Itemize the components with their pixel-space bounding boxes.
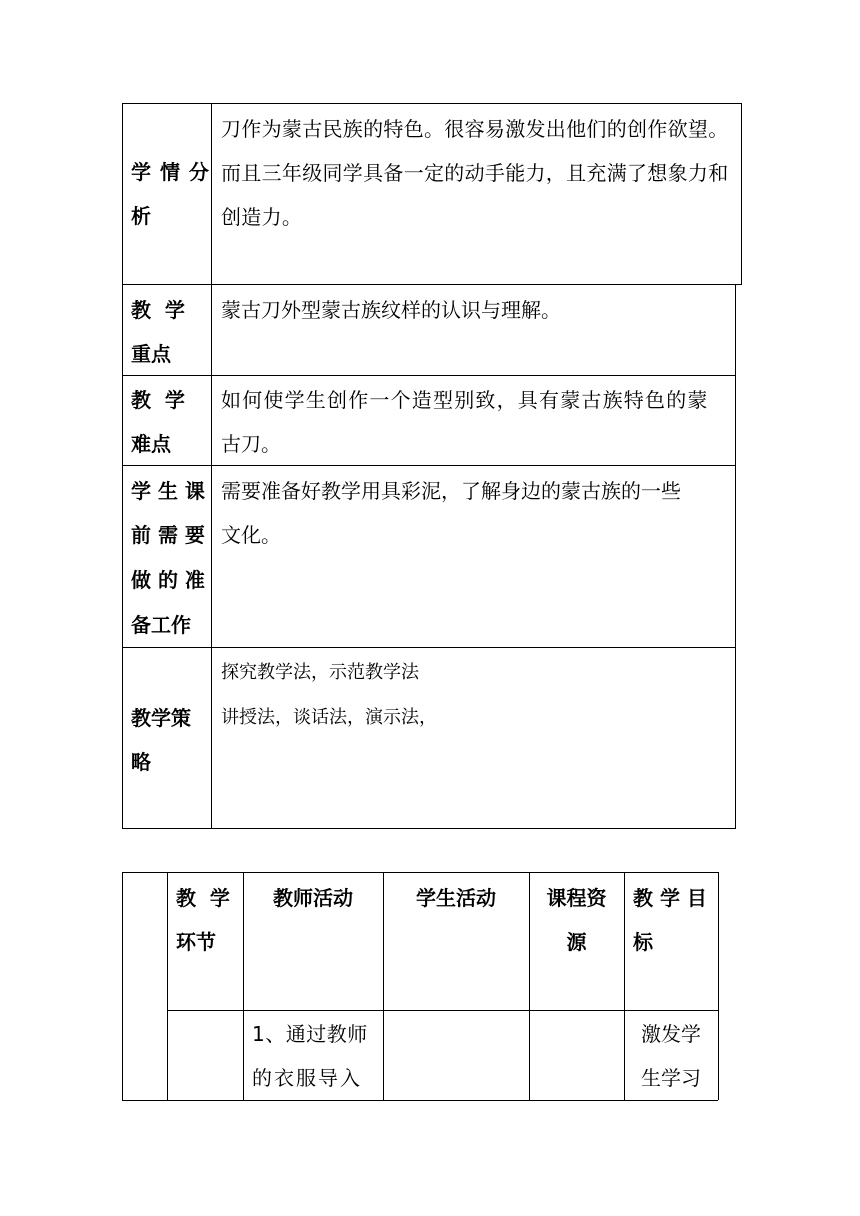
table-border bbox=[122, 872, 718, 873]
table-border bbox=[167, 872, 168, 1100]
table-border bbox=[122, 375, 735, 376]
row-content-preparation-2: 文化。 bbox=[221, 523, 281, 547]
teacher-activity-2: 的衣服导入 bbox=[252, 1066, 362, 1090]
row-label-key-point: 教 学 bbox=[131, 298, 185, 322]
row-content-preparation-1: 需要准备好教学用具彩泥，了解身边的蒙古族的一些 bbox=[221, 479, 681, 503]
table-border bbox=[122, 1100, 718, 1101]
row-label-preparation-3: 做 的 准 bbox=[131, 568, 205, 592]
row-content-strategy-1: 探究教学法，示范教学法 bbox=[221, 662, 419, 683]
row-label-preparation-1: 学 生 课 bbox=[131, 479, 205, 503]
table-border bbox=[167, 1010, 718, 1011]
row-label-situation: 学 情 分 析 bbox=[131, 160, 210, 228]
header-student: 学生活动 bbox=[416, 886, 496, 910]
header-teacher: 教师活动 bbox=[273, 886, 353, 910]
goal-2: 生学习 bbox=[641, 1066, 701, 1090]
row-label-strategy-2: 略 bbox=[131, 750, 151, 774]
table-border bbox=[122, 284, 741, 285]
table-border bbox=[122, 103, 741, 104]
row-label-strategy-1: 教学策 bbox=[131, 706, 191, 730]
row-label-difficulty: 教 学 bbox=[131, 388, 185, 412]
header-resource-2: 源 bbox=[566, 930, 587, 954]
header-stage-1: 教 学 bbox=[176, 886, 230, 910]
table-border bbox=[122, 647, 735, 648]
goal-1: 激发学 bbox=[641, 1022, 701, 1046]
table-border bbox=[211, 103, 212, 829]
row-label-preparation-4: 备工作 bbox=[131, 613, 191, 637]
row-content-situation: 刀作为蒙古民族的特色。很容易激发出他们的创作欲望。而且三年级同学具备一定的动手能力，且充满了想象力和创造力。 bbox=[221, 117, 729, 229]
table-border bbox=[718, 872, 719, 1100]
table-border bbox=[741, 103, 742, 285]
row-content-key-point: 蒙古刀外型蒙古族纹样的认识与理解。 bbox=[221, 298, 561, 322]
table-border bbox=[122, 872, 123, 1100]
table-border bbox=[122, 103, 123, 829]
table-border bbox=[122, 828, 735, 829]
header-goal-2: 标 bbox=[633, 930, 653, 954]
header-goal-1: 教 学 目 bbox=[633, 886, 707, 910]
row-label-key-point-2: 重点 bbox=[131, 342, 171, 366]
row-label-preparation-2: 前 需 要 bbox=[131, 523, 205, 547]
row-content-difficulty-2: 古刀。 bbox=[221, 432, 281, 456]
row-label-difficulty-2: 难点 bbox=[131, 432, 171, 456]
row-content-difficulty-1: 如何使学生创作一个造型别致，具有蒙古族特色的蒙 bbox=[221, 388, 709, 412]
table-border bbox=[735, 284, 736, 829]
row-content-strategy-2: 讲授法，谈话法，演示法， bbox=[221, 707, 437, 728]
teacher-activity-1: 1、通过教师 bbox=[252, 1022, 368, 1046]
header-resource-1: 课程资 bbox=[546, 886, 607, 910]
table-border bbox=[122, 465, 735, 466]
header-stage-2: 环节 bbox=[176, 930, 216, 954]
